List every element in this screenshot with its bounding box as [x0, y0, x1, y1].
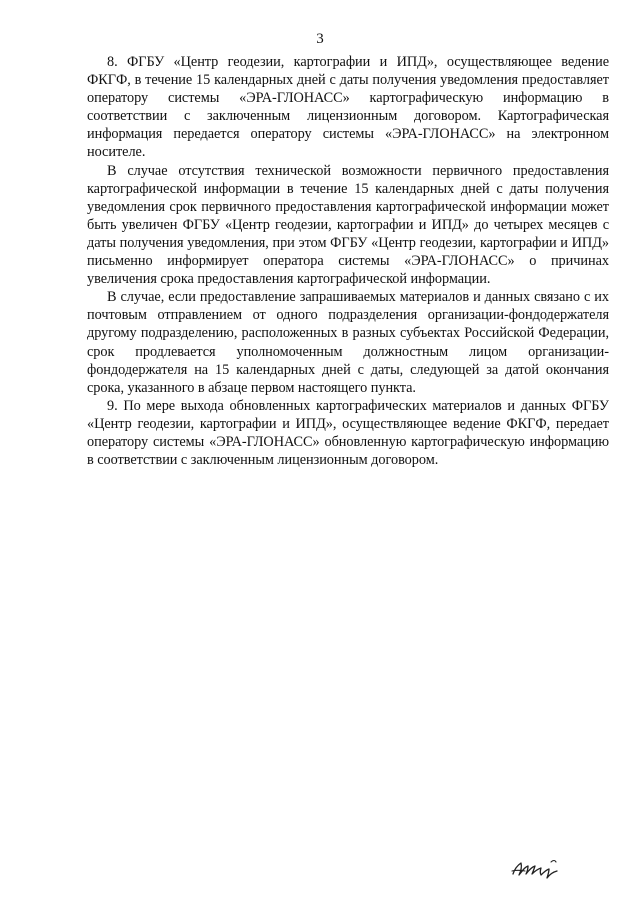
page-number: 3	[316, 31, 324, 47]
document-body	[87, 53, 609, 469]
paragraph-item-8: 8. ФГБУ «Центр геодезии, картографии и ИПД», осуществляющее ведение ФКГФ, в течение 15 календарных дней с даты получения уведомления предоставляет оператору системы «ЭРА-ГЛОНАСС» картографическую информацию в соответствии с заключенным лицензионным договором. Картографическая информация передается оператору системы «ЭРА-ГЛОНАСС» на электронном носителе.	[87, 54, 609, 161]
handwritten-initials	[511, 858, 561, 880]
paragraph-postal-delivery: В случае, если предоставление запрашиваемых материалов и данных связано с их почтовым отправлением от одного подразделения организации-фондодержателя другому подразделению, расположенных в разных субъектах Российской Федерации, срок продлевается уполномоченным должностным лицом организации-фондодержателя на 15 календарных дней с даты, следующей за датой окончания срока, указанного в абзаце первом настоящего пункта.	[87, 289, 609, 396]
paragraph-term-extension: В случае отсутствия технической возможности первичного предоставления картографической информации в течение 15 календарных дней с даты получения уведомления срок первичного предоставления картографической информации может быть увеличен ФГБУ «Центр геодезии, картографии и ИПД» до четырех месяцев с даты получения уведомления, при этом ФГБУ «Центр геодезии, картографии и ИПД» письменно информирует оператора системы «ЭРА-ГЛОНАСС» о причинах увеличения срока предоставления картографической информации.	[87, 162, 609, 288]
paragraph-item-9: 9. По мере выхода обновленных картографических материалов и данных ФГБУ «Центр геодезии, картографии и ИПД», осуществляющее ведение ФКГФ, передает оператору системы «ЭРА-ГЛОНАСС» обновленную картографическую информацию в соответствии с заключенным лицензионным договором.	[87, 397, 609, 469]
signature-icon	[511, 858, 561, 880]
